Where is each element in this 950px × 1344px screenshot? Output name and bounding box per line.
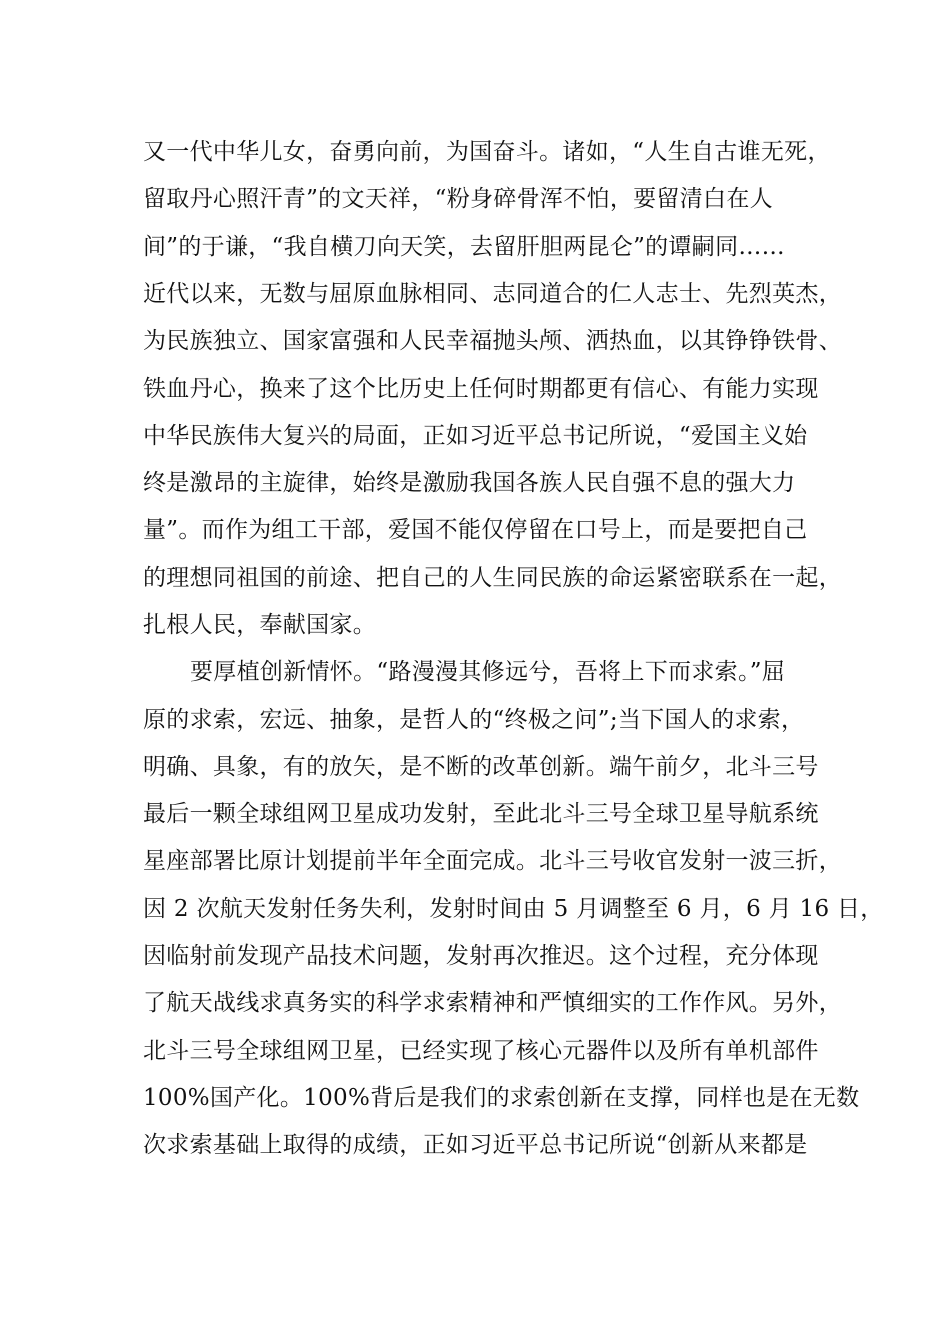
text-line: 明确、具象，有的放矢，是不断的改革创新。端午前夕，北斗三号 — [143, 754, 819, 780]
paragraph-first-line: 要厚植创新情怀。“路漫漫其修远兮，吾将上下而求索。”屈 — [190, 659, 786, 685]
text-line: 次求索基础上取得的成绩，正如习近平总书记所说“创新从来都是 — [143, 1132, 808, 1158]
text-line: 星座部署比原计划提前半年全面完成。北斗三号收官发射一波三折， — [143, 848, 842, 874]
text-line: 为民族独立、国家富强和人民幸福抛头颅、洒热血，以其铮铮铁骨、 — [143, 328, 842, 354]
text-line: 了航天战线求真务实的科学求索精神和严慎细实的工作作风。另外， — [143, 990, 842, 1016]
text-line: 铁血丹心，换来了这个比历史上任何时期都更有信心、有能力实现 — [143, 376, 819, 402]
text-line: 100%国产化。100%背后是我们的求索创新在支撑，同样也是在无数 — [143, 1085, 860, 1111]
text-line: 扎根人民，奉献国家。 — [143, 612, 376, 638]
text-line: 北斗三号全球组网卫星，已经实现了核心元器件以及所有单机部件 — [143, 1038, 819, 1064]
text-line: 间”的于谦，“我自横刀向天笑，去留肝胆两昆仑”的谭嗣同…… — [143, 234, 785, 260]
text-line: 终是激昂的主旋律，始终是激励我国各族人民自强不息的强大力 — [143, 470, 796, 496]
text-line: 最后一颗全球组网卫星成功发射，至此北斗三号全球卫星导航系统 — [143, 801, 819, 827]
text-line: 因 2 次航天发射任务失利，发射时间由 5 月调整至 6 月，6 月 16 日， — [143, 896, 884, 922]
text-line: 因临射前发现产品技术问题，发射再次推迟。这个过程，充分体现 — [143, 943, 819, 969]
text-line: 中华民族伟大复兴的局面，正如习近平总书记所说，“爱国主义始 — [143, 423, 808, 449]
text-line: 的理想同祖国的前途、把自己的人生同民族的命运紧密联系在一起， — [143, 565, 842, 591]
text-line: 原的求索，宏远、抽象，是哲人的“终极之问”;当下国人的求索， — [143, 707, 805, 733]
text-line: 留取丹心照汗青”的文天祥，“粉身碎骨浑不怕，要留清白在人 — [143, 186, 773, 212]
text-line: 又一代中华儿女，奋勇向前，为国奋斗。诸如，“人生自古谁无死， — [143, 139, 831, 165]
text-line: 量”。而作为组工干部，爱国不能仅停留在口号上，而是要把自己 — [143, 517, 808, 543]
text-line: 近代以来，无数与屈原血脉相同、志同道合的仁人志士、先烈英杰， — [143, 281, 842, 307]
